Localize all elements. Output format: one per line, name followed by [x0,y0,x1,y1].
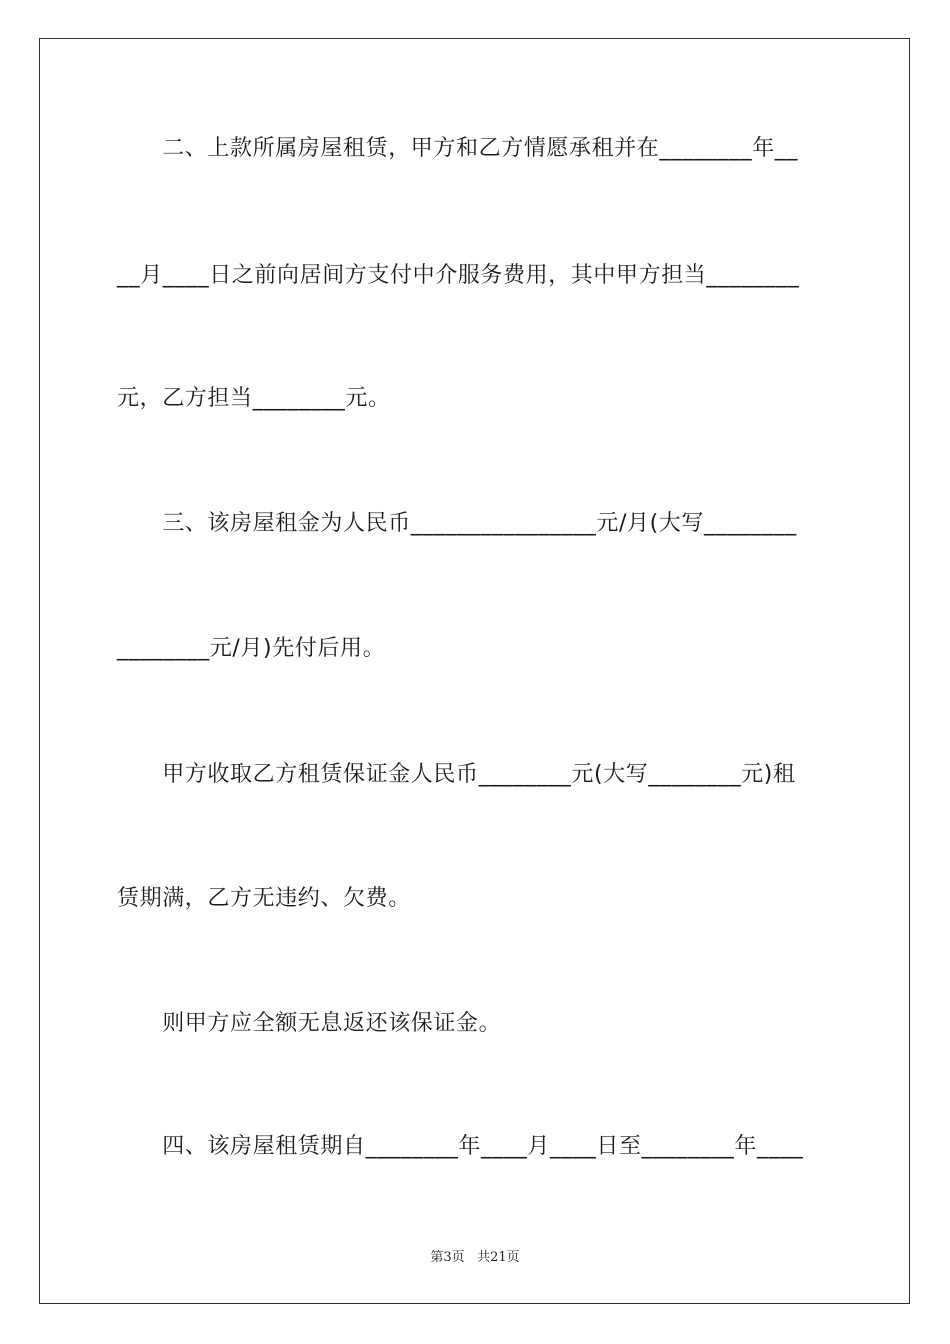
text-line: ________元/月)先付后用。 [117,636,386,661]
text-line: 赁期满，乙方无违约、欠费。 [117,886,411,911]
text-line: 甲方收取乙方租赁保证金人民币________元(大写________元)租 [117,762,796,787]
text-line: 元，乙方担当________元。 [117,386,391,411]
page-total: 共21页 [477,1250,520,1265]
page-border [39,38,910,1304]
page-number: 第3页 [430,1250,465,1265]
text-line: __月____日之前向居间方支付中介服务费用，其中甲方担当________ [117,263,800,288]
text-line: 四、该房屋租赁期自________年____月____日至________年____ [117,1134,804,1159]
page-footer [0,1246,950,1265]
text-line: 二、上款所属房屋租赁，甲方和乙方情愿承租并在________年__ [117,136,799,161]
text-line: 三、该房屋租金为人民币________________元/月(大写________ [117,511,797,536]
text-line: 则甲方应全额无息返还该保证金。 [117,1011,502,1036]
